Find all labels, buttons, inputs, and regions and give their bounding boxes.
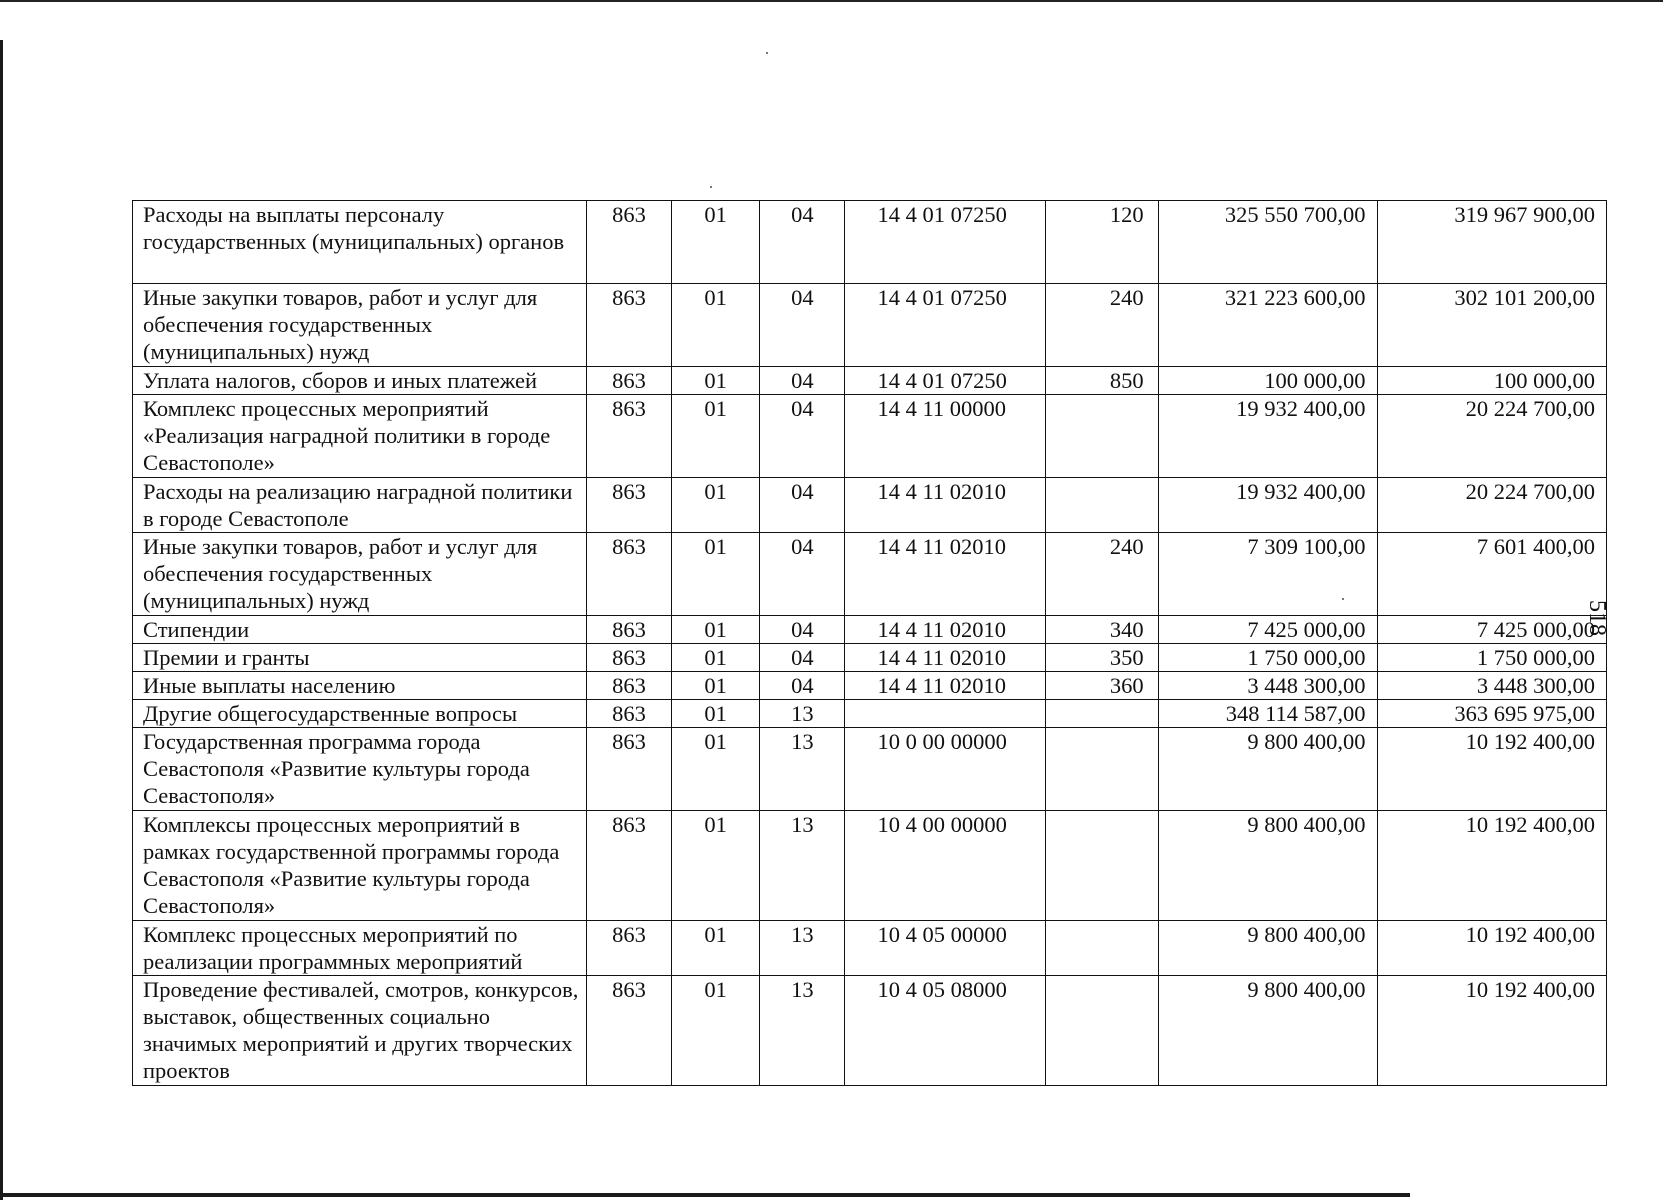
row-vr [1045, 976, 1158, 1086]
row-sum1: 100 000,00 [1159, 367, 1377, 395]
row-sum2: 1 750 000,00 [1377, 644, 1607, 672]
row-rz: 01 [672, 700, 760, 728]
scan-bottom-edge [0, 1193, 1410, 1197]
row-vr [1045, 811, 1158, 921]
row-pr: 04 [760, 478, 845, 533]
table-row [133, 284, 1607, 367]
scan-speck [766, 52, 768, 54]
row-vr [1045, 478, 1158, 533]
row-pr: 04 [760, 201, 845, 284]
row-name: Комплекс процессных мероприятий по реализации программных мероприятий [133, 921, 587, 976]
scan-speck [710, 186, 712, 188]
row-rz: 01 [672, 478, 760, 533]
row-sum1: 7 425 000,00 [1159, 616, 1377, 644]
row-vr [1045, 921, 1158, 976]
row-sum2: 10 192 400,00 [1377, 921, 1607, 976]
row-sum2: 7 425 000,00 [1377, 616, 1607, 644]
row-rz: 01 [672, 644, 760, 672]
row-name: Комплекс процессных мероприятий «Реализация наградной политики в городе Севастополе» [133, 395, 587, 478]
row-sum1: 9 800 400,00 [1159, 728, 1377, 811]
row-pr: 13 [760, 700, 845, 728]
row-ved: 863 [586, 478, 671, 533]
row-rz: 01 [672, 976, 760, 1086]
row-name: Комплексы процессных мероприятий в рамках государственной программы города Севастополя «Развитие культуры города Севастополя» [133, 811, 587, 921]
table-row [133, 616, 1607, 644]
budget-table [132, 200, 1607, 1086]
row-ved: 863 [586, 976, 671, 1086]
table-row [133, 976, 1607, 1086]
row-pr: 04 [760, 672, 845, 700]
row-name: Проведение фестивалей, смотров, конкурсов, выставок, общественных социально значимых мероприятий и других творческих проектов [133, 976, 587, 1086]
row-csr: 14 4 01 07250 [845, 367, 1045, 395]
row-sum2: 100 000,00 [1377, 367, 1607, 395]
row-csr: 10 4 05 00000 [845, 921, 1045, 976]
scan-left-edge [0, 40, 3, 1200]
scan-top-edge [0, 0, 1663, 2]
row-csr: 14 4 11 02010 [845, 478, 1045, 533]
row-rz: 01 [672, 728, 760, 811]
table-row [133, 201, 1607, 284]
row-pr: 13 [760, 921, 845, 976]
table-row [133, 700, 1607, 728]
row-sum2: 20 224 700,00 [1377, 395, 1607, 478]
row-csr: 14 4 11 02010 [845, 644, 1045, 672]
row-vr: 240 [1045, 533, 1158, 616]
row-csr: 14 4 11 00000 [845, 395, 1045, 478]
page-number: 518 [1584, 600, 1610, 636]
row-name: Расходы на выплаты персоналу государственных (муниципальных) органов [133, 201, 587, 284]
row-name: Иные закупки товаров, работ и услуг для обеспечения государственных (муниципальных) нужд [133, 533, 587, 616]
row-rz: 01 [672, 811, 760, 921]
row-sum1: 348 114 587,00 [1159, 700, 1377, 728]
row-ved: 863 [586, 811, 671, 921]
table-row [133, 672, 1607, 700]
row-pr: 04 [760, 367, 845, 395]
row-ved: 863 [586, 728, 671, 811]
table-row [133, 533, 1607, 616]
row-sum2: 363 695 975,00 [1377, 700, 1607, 728]
row-pr: 04 [760, 284, 845, 367]
row-vr [1045, 728, 1158, 811]
row-sum2: 10 192 400,00 [1377, 811, 1607, 921]
row-vr: 120 [1045, 201, 1158, 284]
row-sum2: 302 101 200,00 [1377, 284, 1607, 367]
row-ved: 863 [586, 700, 671, 728]
row-sum1: 9 800 400,00 [1159, 976, 1377, 1086]
row-ved: 863 [586, 921, 671, 976]
row-csr [845, 700, 1045, 728]
row-name: Государственная программа города Севастополя «Развитие культуры города Севастополя» [133, 728, 587, 811]
row-vr [1045, 395, 1158, 478]
row-pr: 13 [760, 811, 845, 921]
row-sum1: 9 800 400,00 [1159, 921, 1377, 976]
row-pr: 04 [760, 616, 845, 644]
row-vr: 340 [1045, 616, 1158, 644]
row-csr: 14 4 01 07250 [845, 284, 1045, 367]
row-csr: 14 4 11 02010 [845, 533, 1045, 616]
row-sum1: 321 223 600,00 [1159, 284, 1377, 367]
row-csr: 14 4 11 02010 [845, 672, 1045, 700]
row-ved: 863 [586, 284, 671, 367]
row-csr: 10 0 00 00000 [845, 728, 1045, 811]
row-sum1: 7 309 100,00 [1159, 533, 1377, 616]
row-csr: 14 4 01 07250 [845, 201, 1045, 284]
row-csr: 10 4 00 00000 [845, 811, 1045, 921]
table-row [133, 921, 1607, 976]
row-ved: 863 [586, 395, 671, 478]
row-pr: 13 [760, 728, 845, 811]
row-pr: 04 [760, 395, 845, 478]
row-ved: 863 [586, 201, 671, 284]
row-ved: 863 [586, 672, 671, 700]
row-rz: 01 [672, 616, 760, 644]
row-name: Другие общегосударственные вопросы [133, 700, 587, 728]
row-pr: 04 [760, 644, 845, 672]
row-ved: 863 [586, 533, 671, 616]
row-rz: 01 [672, 533, 760, 616]
row-vr: 350 [1045, 644, 1158, 672]
table-row [133, 367, 1607, 395]
row-name: Премии и гранты [133, 644, 587, 672]
table-row [133, 395, 1607, 478]
row-vr [1045, 700, 1158, 728]
row-sum2: 10 192 400,00 [1377, 976, 1607, 1086]
row-ved: 863 [586, 367, 671, 395]
row-sum1: 3 448 300,00 [1159, 672, 1377, 700]
row-csr: 10 4 05 08000 [845, 976, 1045, 1086]
row-ved: 863 [586, 644, 671, 672]
row-ved: 863 [586, 616, 671, 644]
row-sum2: 3 448 300,00 [1377, 672, 1607, 700]
row-name: Уплата налогов, сборов и иных платежей [133, 367, 587, 395]
row-rz: 01 [672, 672, 760, 700]
row-rz: 01 [672, 395, 760, 478]
row-sum1: 325 550 700,00 [1159, 201, 1377, 284]
row-pr: 13 [760, 976, 845, 1086]
row-rz: 01 [672, 367, 760, 395]
row-name: Стипендии [133, 616, 587, 644]
row-name: Иные закупки товаров, работ и услуг для обеспечения государственных (муниципальных) нужд [133, 284, 587, 367]
row-sum2: 7 601 400,00 [1377, 533, 1607, 616]
row-vr: 240 [1045, 284, 1158, 367]
row-pr: 04 [760, 533, 845, 616]
row-vr: 360 [1045, 672, 1158, 700]
row-sum2: 10 192 400,00 [1377, 728, 1607, 811]
table-row [133, 644, 1607, 672]
row-sum1: 19 932 400,00 [1159, 478, 1377, 533]
table-row [133, 728, 1607, 811]
row-sum2: 319 967 900,00 [1377, 201, 1607, 284]
row-name: Расходы на реализацию наградной политики в городе Севастополе [133, 478, 587, 533]
row-rz: 01 [672, 921, 760, 976]
row-vr: 850 [1045, 367, 1158, 395]
row-name: Иные выплаты населению [133, 672, 587, 700]
row-rz: 01 [672, 201, 760, 284]
row-sum2: 20 224 700,00 [1377, 478, 1607, 533]
row-csr: 14 4 11 02010 [845, 616, 1045, 644]
row-sum1: 1 750 000,00 [1159, 644, 1377, 672]
table-row [133, 811, 1607, 921]
table-row [133, 478, 1607, 533]
row-sum1: 19 932 400,00 [1159, 395, 1377, 478]
row-rz: 01 [672, 284, 760, 367]
row-sum1: 9 800 400,00 [1159, 811, 1377, 921]
